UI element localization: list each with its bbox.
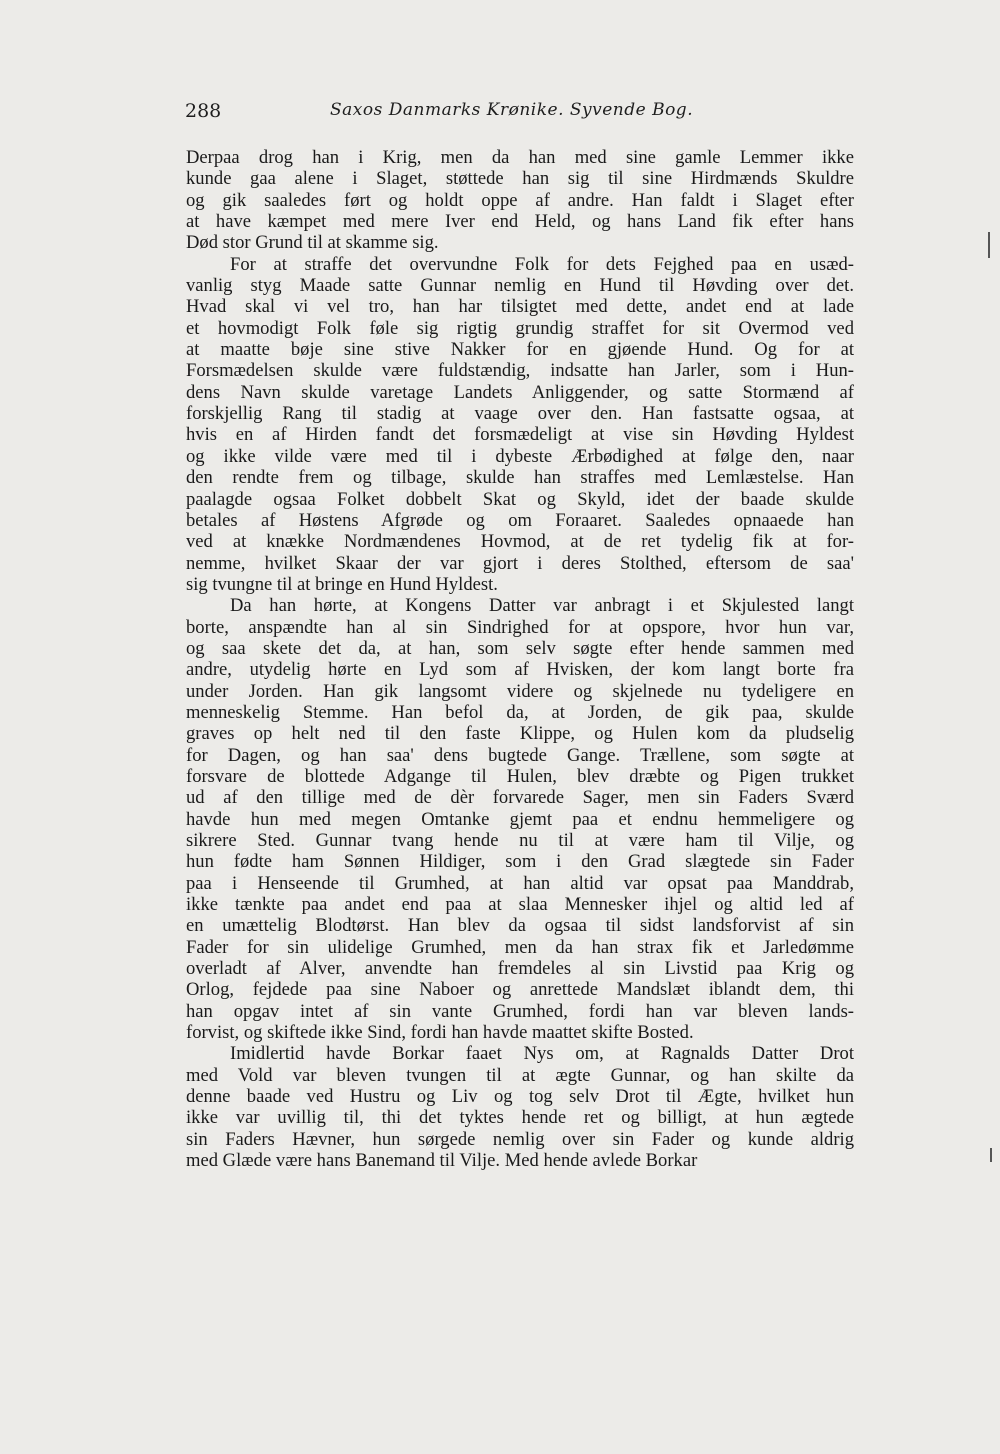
text-line: sin Faders Hævner, hun sørgede nemlig over sin Fader og kunde aldrig [186,1128,854,1150]
text-line: betales af Høstens Afgrøde og om Foraaret. Saaledes opnaaede han [186,509,854,531]
paragraph [186,1043,854,1171]
body-text [186,147,854,1172]
text-line: og ikke vilde være med til i dybeste Ærbødighed at følge den, naar [186,445,854,467]
text-line: vanlig styg Maade satte Gunnar nemlig en Hund til Høvding over det. [186,275,854,297]
page-number: 288 [185,100,222,122]
text-line: menneskelig Stemme. Han befol da, at Jorden, de gik paa, skulde [186,701,854,723]
text-line: under Jorden. Han gik langsomt videre og skjelnede nu tydeligere en [186,680,854,702]
text-line: paalagde ogsaa Folket dobbelt Skat og Skyld, idet der baade skulde [186,488,854,510]
text-line: at have kæmpet med mere Iver end Held, og hans Land fik efter hans [186,211,854,233]
text-line: ud af den tillige med de dèr forvarede Sager, men sin Faders Sværd [186,787,854,809]
text-line: sig tvungne til at bringe en Hund Hyldest. [186,573,498,595]
text-line: sikrere Sted. Gunnar tvang hende nu til at være ham til Vilje, og [186,830,854,851]
text-line: Fader for sin ulidelige Grumhed, men da han strax fik et Jarledømme [186,936,854,958]
running-title: Saxos Danmarks Krønike. Syvende Bog. [330,100,694,120]
text-line: og saa skete det da, at han, som selv søgte efter hende sammen med [186,637,854,659]
text-line: hvis en af Hirden fandt det forsmædeligt at vise sin Høvding Hyldest [186,424,854,446]
text-line: forskjellig Rang til stadig at vaage over den. Han fastsatte ogsaa, at [186,403,854,425]
text-line: overladt af Alver, anvendte han fremdeles al sin Livstid paa Krig og [186,958,854,980]
text-line: Forsmædelsen skulde være fuldstændig, indsatte han Jarler, som i Hun- [186,360,854,382]
text-line: borte, anspændte han al sin Sindrighed for at opspore, hvor hun var, [186,616,854,638]
margin-mark [990,1148,992,1162]
text-line: Da han hørte, at Kongens Datter var anbragt i et Skjulested langt [230,595,854,617]
paragraph [186,147,854,254]
text-line: at maatte bøje sine stive Nakker for en gjøende Hund. Og for at [186,339,854,361]
text-line: kunde gaa alene i Slaget, støttede han sig til sine Hirdmænds Skuldre [186,168,854,190]
page-header [185,100,855,130]
text-line: forvist, og skiftede ikke Sind, fordi han havde maattet skifte Bosted. [186,1022,694,1044]
text-line: en umættelig Blodtørst. Han blev da ogsaa til sidst landsforvist af sin [186,915,854,937]
text-line: paa i Henseende til Grumhed, at han altid var opsat paa Manddrab, [186,872,854,894]
margin-mark [988,232,990,258]
text-line: Derpaa drog han i Krig, men da han med sine gamle Lemmer ikke [186,147,854,168]
text-line: Orlog, fejdede paa sine Naboer og anrettede Mandslæt iblandt dem, thi [186,979,854,1001]
text-line: for Dagen, og han saa' dens bugtede Gange. Trællene, som søgte at [186,744,854,766]
text-line: nemme, hvilket Skaar der var gjort i deres Stolthed, eftersom de saa' [186,552,854,574]
paragraph [186,254,854,596]
text-line: ikke var uvillig til, thi det tyktes hende ret og billigt, at hun ægtede [186,1107,854,1129]
text-line: han opgav intet af sin vante Grumhed, fordi han var bleven lands- [186,1000,854,1022]
text-line: andre, utydelig hørte en Lyd som af Hvisken, der kom langt borte fra [186,659,854,681]
text-line: ved at knække Nordmændenes Hovmod, at de ret tydelig fik at for- [186,531,854,553]
text-line: Død stor Grund til at skamme sig. [186,232,439,254]
text-line: forsvare de blottede Adgange til Hulen, blev dræbte og Pigen trukket [186,765,854,787]
text-line: graves op helt ned til den faste Klippe, og Hulen kom da pludselig [186,723,854,745]
text-line: havde hun med megen Omtanke gjemt paa et endnu hemmeligere og [186,808,854,830]
text-line: den rendte frem og tilbage, skulde han straffes med Lemlæstelse. Han [186,467,854,489]
text-line: og gik saaledes ført og holdt oppe af andre. Han faldt i Slaget efter [186,189,854,211]
text-line: For at straffe det overvundne Folk for dets Fejghed paa en usæd- [230,253,854,275]
text-line: med Vold var bleven tvungen til at ægte Gunnar, og han skilte da [186,1064,854,1086]
text-line: med Glæde være hans Banemand til Vilje. Med hende avlede Borkar [186,1150,698,1172]
text-line: dens Navn skulde varetage Landets Anliggender, og satte Stormænd af [186,381,854,403]
text-line: et hovmodigt Folk føle sig rigtig grundig straffet for sit Overmod ved [186,317,854,339]
text-line: Imidlertid havde Borkar faaet Nys om, at Ragnalds Datter Drot [230,1043,854,1065]
text-line: hun fødte ham Sønnen Hildiger, som i den Grad slægtede sin Fader [186,851,854,873]
text-line: Hvad skal vi vel tro, han har tilsigtet med dette, andet end at lade [186,296,854,318]
paragraph [186,595,854,1043]
text-line: denne baade ved Hustru og Liv og tog selv Drot til Ægte, hvilket hun [186,1086,854,1108]
text-line: ikke tænkte paa andet end paa at slaa Mennesker ihjel og altid led af [186,894,854,916]
